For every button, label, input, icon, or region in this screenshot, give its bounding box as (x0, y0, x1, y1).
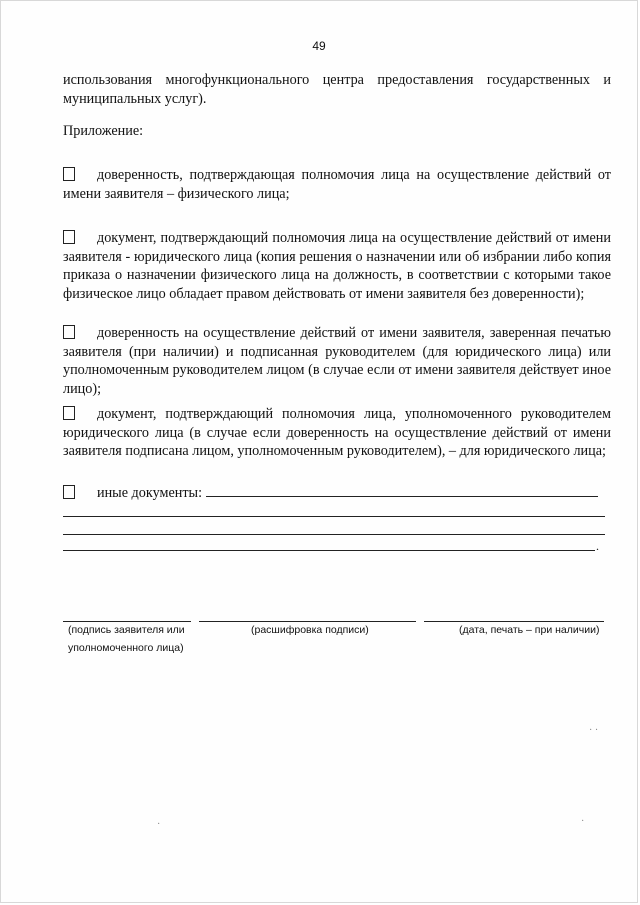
scan-artifact: · (157, 819, 161, 830)
blank-line[interactable] (63, 534, 605, 535)
checkbox[interactable] (63, 167, 75, 181)
item-text: доверенность на осуществление действий от имени заявителя, заверенная печатью заявителя (при наличии) и подписанная руководителем (для юридического лица) или уполномоченным руководителем лицом (в случае если от имени заявителя действует иное лицо); (63, 325, 611, 397)
page-number: 49 (312, 39, 326, 53)
checkbox[interactable] (63, 325, 75, 339)
closing-period: . (596, 539, 599, 553)
other-documents-input-line[interactable] (206, 484, 598, 497)
checkbox[interactable] (63, 485, 75, 499)
appendix-label: Приложение: (63, 123, 144, 139)
appendix-item-other-documents (63, 484, 611, 503)
transcript-label: (расшифровка подписи) (251, 624, 369, 636)
appendix-item-power-of-attorney-individual (63, 166, 611, 203)
item-text: документ, подтверждающий полномочия лица, уполномоченного руководителем юридического лица (в случае если доверенность на осуществление действий от имени заявителя подписана лицом, уполномоченным руководителем), – для юридического лица; (63, 406, 611, 459)
checkbox[interactable] (63, 406, 75, 420)
appendix-item-power-of-attorney-sealed (63, 324, 611, 398)
scan-artifact: · · (589, 725, 599, 736)
date-label: (дата, печать – при наличии) (459, 624, 600, 636)
item-text: иные документы: (97, 485, 203, 501)
appendix-item-authority-document-legal-entity (63, 229, 611, 303)
item-text: документ, подтверждающий полномочия лица на осуществление действий от имени заявителя - юридического лица (копия решения о назначении или об избрании либо копия приказа о назначении физического лица на должность, в соответствии с которыми такое физическое лицо обладает правом действовать от имени заявителя без доверенности); (63, 230, 611, 302)
checkbox[interactable] (63, 230, 75, 244)
signature-label: (подпись заявителя или уполномоченного лица) (68, 624, 185, 654)
intro-paragraph: использования многофункционального центра предоставления государственных и муниципальных услуг). (63, 72, 611, 107)
scan-artifact: · (581, 816, 585, 827)
item-text: доверенность, подтверждающая полномочия лица на осуществление действий от имени заявителя – физического лица; (63, 167, 611, 202)
blank-line[interactable] (63, 550, 595, 551)
appendix-item-authority-document-delegated (63, 405, 611, 461)
blank-line[interactable] (63, 516, 605, 517)
